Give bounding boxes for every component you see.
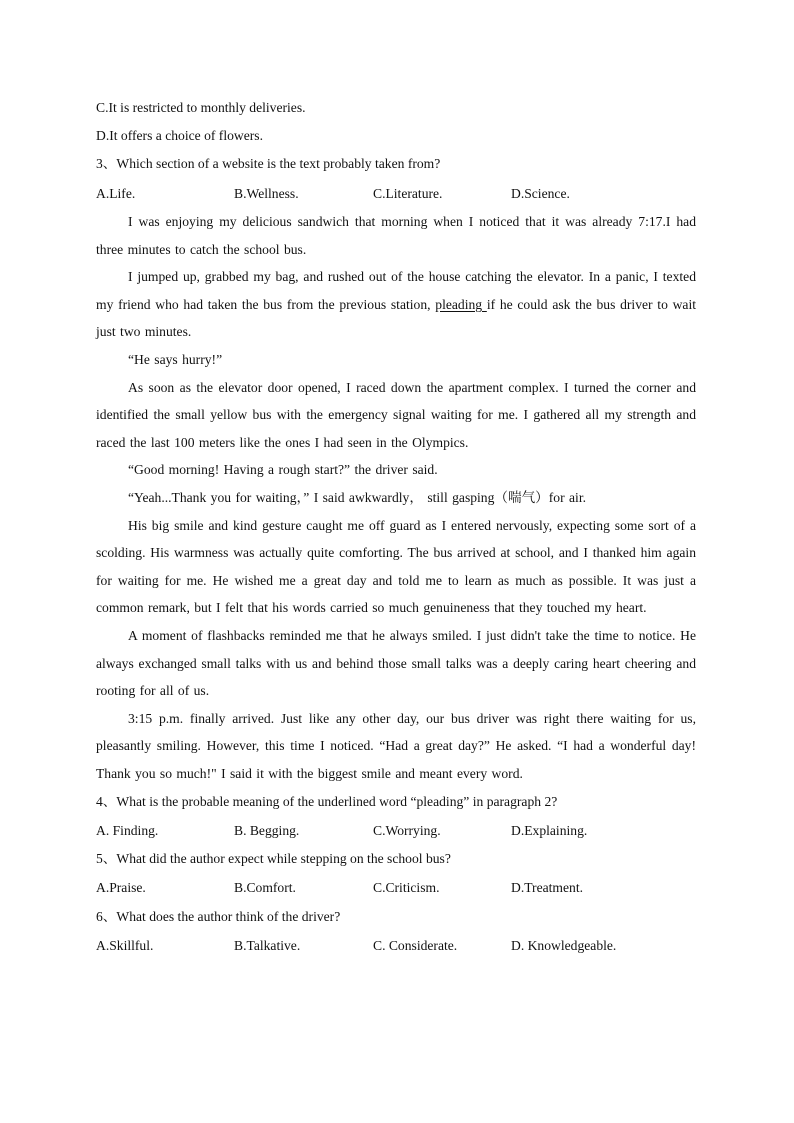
q6-option-b: B.Talkative.: [234, 938, 301, 954]
q5-option-c: C.Criticism.: [373, 880, 440, 896]
q6-option-a: A.Skillful.: [96, 938, 154, 954]
paragraph-2-text-start: I jumped up, grabbed my bag, and rushed out of the house catching the elevator. In a panic, I texted my friend who had taken the bus from the previous station,: [96, 269, 696, 312]
q6-option-c: C. Considerate.: [373, 938, 458, 954]
question-5-options: [96, 873, 696, 903]
passage-paragraph-2: [96, 263, 696, 346]
question-4-options: [96, 816, 696, 846]
q3-option-d: D.Science.: [511, 185, 570, 201]
question-3-options: [96, 179, 696, 209]
q5-option-b: B.Comfort.: [234, 880, 296, 896]
q4-option-b: B. Begging.: [234, 822, 300, 838]
option-d-prev-question: D.It offers a choice of flowers.: [96, 128, 263, 144]
q3-option-b: B.Wellness.: [234, 185, 299, 201]
option-c-prev-question: C.It is restricted to monthly deliveries.: [96, 100, 306, 115]
q4-option-c: C.Worrying.: [373, 822, 441, 838]
underlined-word-pleading: pleading: [435, 296, 487, 312]
passage-paragraph-5: “Good morning! Having a rough start?” the driver said.: [128, 462, 438, 478]
q4-option-d: D.Explaining.: [511, 822, 588, 838]
question-5: 5、What did the author expect while stepping on the school bus?: [96, 851, 451, 867]
question-3: 3、Which section of a website is the text probably taken from?: [96, 156, 441, 172]
q5-option-d: D.Treatment.: [511, 880, 583, 896]
q6-option-d: D. Knowledgeable.: [511, 938, 617, 954]
exam-page: [96, 94, 696, 961]
passage-paragraph-6: “Yeah...Thank you for waiting，” I said awkwardly， still gasping（喘气）for air.: [128, 490, 587, 506]
q4-option-a: A. Finding.: [96, 822, 159, 838]
passage-paragraph-3: “He says hurry!”: [128, 352, 223, 368]
passage-paragraph-9: 3:15 p.m. finally arrived. Just like any other day, our bus driver was right there waiting for us, pleasantly smiling. However, this time I noticed. “Had a great day?” He asked. “I had a wonderful day! Thank you so much!" I said it with the biggest smile and meant every word.: [96, 710, 696, 781]
passage-paragraph-4: As soon as the elevator door opened, I raced down the apartment complex. I turned the corner and identified the small yellow bus with the emergency signal waiting for me. I gathered all my strength and raced the last 100 meters like the ones I had seen in the Olympics.: [96, 379, 696, 450]
passage-paragraph-7: His big smile and kind gesture caught me off guard as I entered nervously, expecting some sort of a scolding. His warmness was actually quite comforting. The bus arrived at school, and I thanked him again for waiting for me. He wished me a great day and told me to learn as much as possible. It was just a common remark, but I felt that his words carried so much genuineness that they touched my heart.: [96, 517, 696, 616]
question-6: 6、What does the author think of the driver?: [96, 908, 341, 924]
passage-paragraph-1: I was enjoying my delicious sandwich that morning when I noticed that it was already 7:17.I had three minutes to catch the school bus.: [96, 214, 696, 257]
passage-paragraph-8: A moment of flashbacks reminded me that he always smiled. I just didn't take the time to notice. He always exchanged small talks with us and behind those small talks was a deeply caring heart cheering and rooting for all of us.: [96, 628, 696, 699]
q3-option-a: A.Life.: [96, 185, 136, 201]
q3-option-c: C.Literature.: [373, 185, 443, 201]
question-4: 4、What is the probable meaning of the underlined word “pleading” in paragraph 2?: [96, 793, 558, 809]
paragraph-2-text-end: if he could ask the bus driver to wait just two minutes.: [96, 296, 696, 340]
question-6-options: [96, 931, 696, 961]
q5-option-a: A.Praise.: [96, 880, 146, 896]
